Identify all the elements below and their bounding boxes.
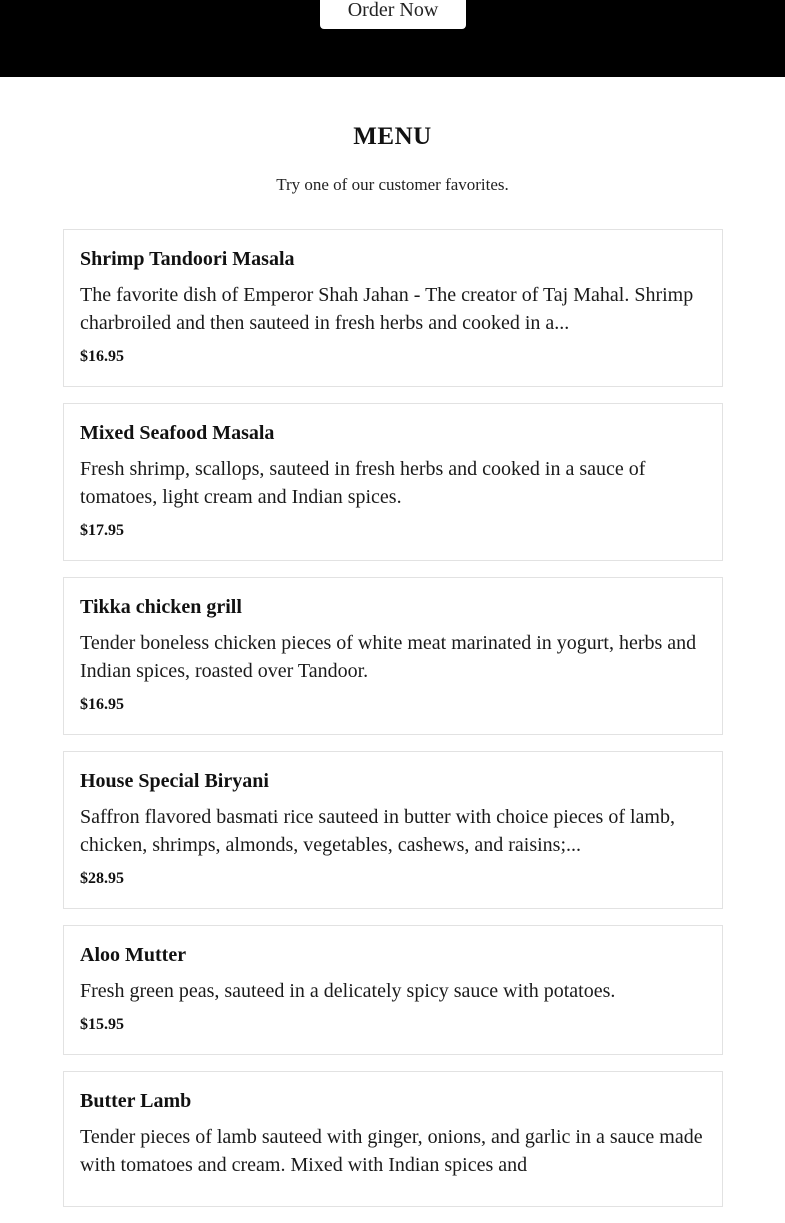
menu-title: MENU — [353, 123, 432, 150]
menu-list — [63, 229, 723, 1223]
menu-item-name: Tikka chicken grill — [80, 596, 242, 618]
menu-item-name: Aloo Mutter — [80, 944, 187, 966]
menu-item-card[interactable] — [63, 229, 723, 387]
menu-item-name: House Special Biryani — [80, 770, 269, 792]
menu-item-description: Saffron flavored basmati rice sauteed in butter with choice pieces of lamb, chicken, shrimps, almonds, vegetables, cashews, and raisins;... — [80, 806, 675, 856]
menu-item-card[interactable] — [63, 403, 723, 561]
menu-item-name: Shrimp Tandoori Masala — [80, 248, 295, 270]
menu-item-card[interactable] — [63, 925, 723, 1055]
menu-item-card[interactable] — [63, 1071, 723, 1207]
menu-item-price: $17.95 — [80, 522, 124, 539]
menu-item-price: $16.95 — [80, 348, 124, 365]
order-now-button[interactable]: Order Now — [320, 0, 466, 29]
menu-item-description: Tender boneless chicken pieces of white meat marinated in yogurt, herbs and Indian spices, roasted over Tandoor. — [80, 632, 697, 682]
menu-item-name: Butter Lamb — [80, 1090, 192, 1112]
menu-item-description: Fresh green peas, sauteed in a delicately spicy sauce with potatoes. — [80, 980, 616, 1002]
menu-item-card[interactable] — [63, 751, 723, 909]
menu-item-price: $28.95 — [80, 870, 124, 887]
menu-item-description: The favorite dish of Emperor Shah Jahan - The creator of Taj Mahal. Shrimp charbroiled and then sauteed in fresh herbs and cooked in a... — [80, 284, 694, 334]
menu-item-price: $16.95 — [80, 696, 124, 713]
menu-subtitle: Try one of our customer favorites. — [276, 175, 509, 194]
menu-item-description: Fresh shrimp, scallops, sauteed in fresh herbs and cooked in a sauce of tomatoes, light cream and Indian spices. — [80, 458, 646, 508]
menu-item-card[interactable] — [63, 577, 723, 735]
menu-item-description: Tender pieces of lamb sauteed with ginger, onions, and garlic in a sauce made with tomatoes and cream. Mixed with Indian spices and — [80, 1126, 703, 1176]
menu-item-price: $15.95 — [80, 1016, 124, 1033]
menu-item-name: Mixed Seafood Masala — [80, 422, 275, 444]
hero-banner — [0, 0, 785, 77]
